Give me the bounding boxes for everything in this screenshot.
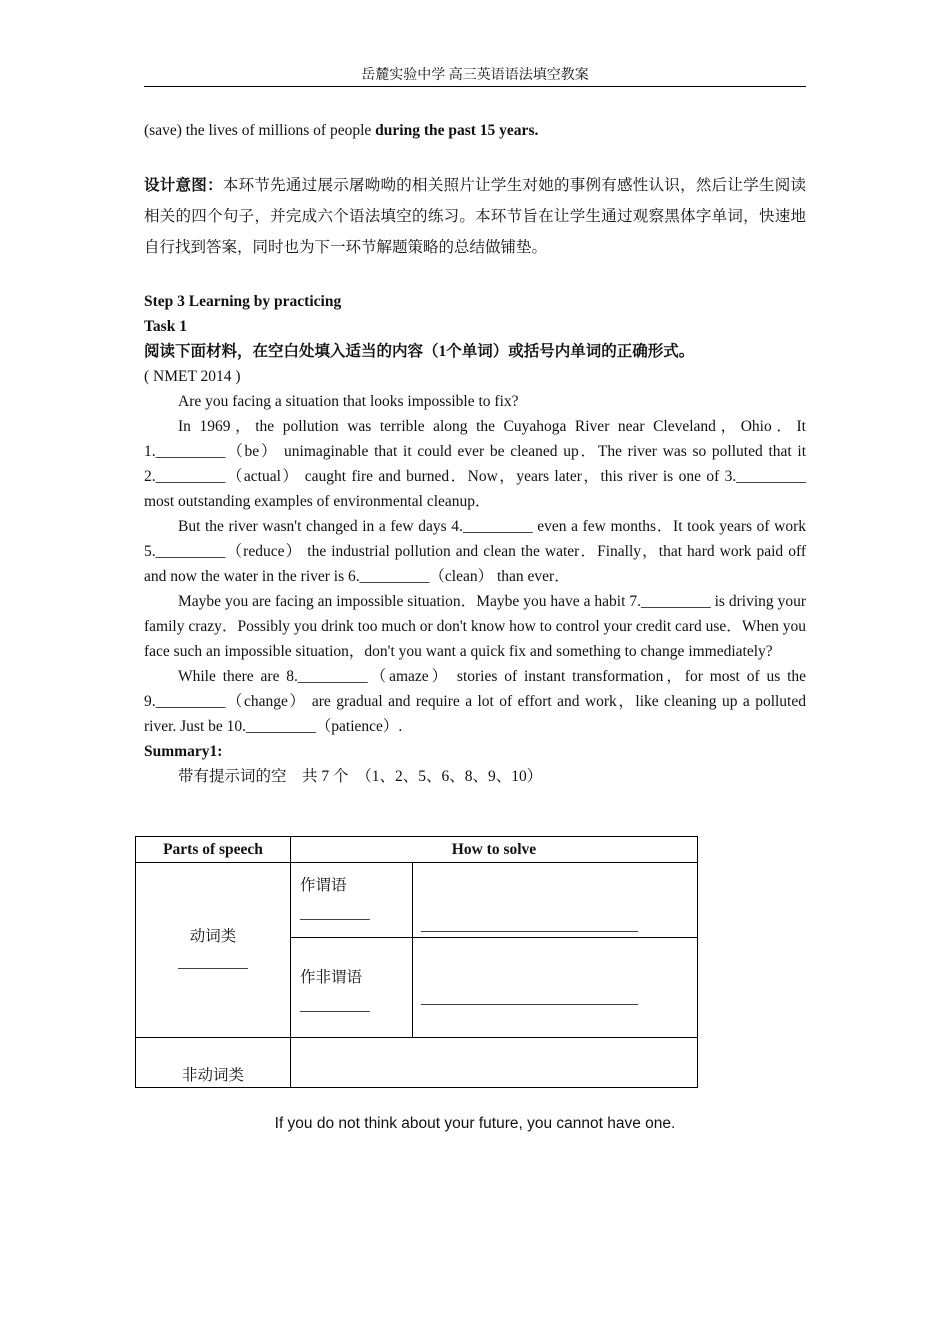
nonpredicate-cell <box>291 938 413 1038</box>
passage-paragraph-3: But the river wasn't changed in a few days 4._________ even a few months．It took years of work 5._________（reduce） the industrial pollution and clean the water．Finally，that hard work paid off and now the water in the river is 6._________（clean） than ever． <box>144 518 806 585</box>
verb-cell <box>136 863 291 1038</box>
predicate-blank: _________ <box>300 905 370 922</box>
step3-section <box>144 289 806 789</box>
page-header: 岳麓实验中学 高三英语语法填空教案 <box>144 66 806 87</box>
passage-paragraph-5: While there are 8._________（amaze） stories of instant transformation，for most of us the 9._________（change） are gradual and require a lot of effort and work，like cleaning up a polluted river. Just be 10._________（patience）. <box>144 668 806 735</box>
design-intent <box>144 170 806 263</box>
design-text: 本环节先通过展示屠呦呦的相关照片让学生对她的事例有感性认识，然后让学生阅读相关的四个句子，并完成六个语法填空的练习。本环节旨在让学生通过观察黑体字单词，快速地自行找到答案，同时也为下一环节解题策略的总结做铺垫。 <box>144 177 806 256</box>
passage-paragraph-4: Maybe you are facing an impossible situation．Maybe you have a habit 7._________ is driving your family crazy．Possibly you drink too much or don't know how to control your credit card use．When you face such an impossible situation，don't you want a quick fix and something to change immediately? <box>144 593 806 660</box>
intro-text: (save) the lives of millions of people <box>144 122 376 139</box>
nonverb-answer-cell <box>291 1038 698 1088</box>
nonpredicate-label: 作非谓语 <box>300 969 363 986</box>
predicate-cell <box>291 863 413 938</box>
intro-bold: during the past 15 years. <box>375 122 539 139</box>
verb-label: 动词类 <box>189 928 237 945</box>
task-source: ( NMET 2014 ) <box>144 368 241 385</box>
col-header-parts: Parts of speech <box>136 837 291 863</box>
col-header-how: How to solve <box>291 837 698 863</box>
task-title: Task 1 <box>144 318 187 335</box>
nonverb-label: 非动词类 <box>136 1038 291 1088</box>
verb-blank: _________ <box>178 954 248 971</box>
summary-note: 带有提示词的空 共 7 个 （1、2、5、6、8、9、10） <box>178 768 543 785</box>
nonpredicate-answer: ____________________________ <box>413 938 698 1038</box>
task-instruction: 阅读下面材料，在空白处填入适当的内容（1个单词）或括号内单词的正确形式。 <box>144 343 695 360</box>
passage-paragraph-1: Are you facing a situation that looks impossible to fix? <box>178 393 519 410</box>
summary-table <box>135 836 698 1088</box>
summary-title: Summary1: <box>144 743 223 760</box>
predicate-answer: ____________________________ <box>413 863 698 938</box>
design-label: 设计意图： <box>144 177 223 194</box>
nonpredicate-blank: _________ <box>300 997 370 1014</box>
predicate-label: 作谓语 <box>300 877 347 894</box>
motto-footer: If you do not think about your future, you cannot have one. <box>274 1115 676 1132</box>
step-title: Step 3 Learning by practicing <box>144 293 342 310</box>
passage-paragraph-2: In 1969，the pollution was terrible along the Cuyahoga River near Cleveland，Ohio．It 1._________（be） unimaginable that it could ever be cleaned up．The river was so polluted that it 2._________（actual） caught fire and burned．Now，years later，this river is one of 3._________ most outstanding examples of environmental cleanup． <box>144 418 806 510</box>
intro-line <box>144 118 806 143</box>
